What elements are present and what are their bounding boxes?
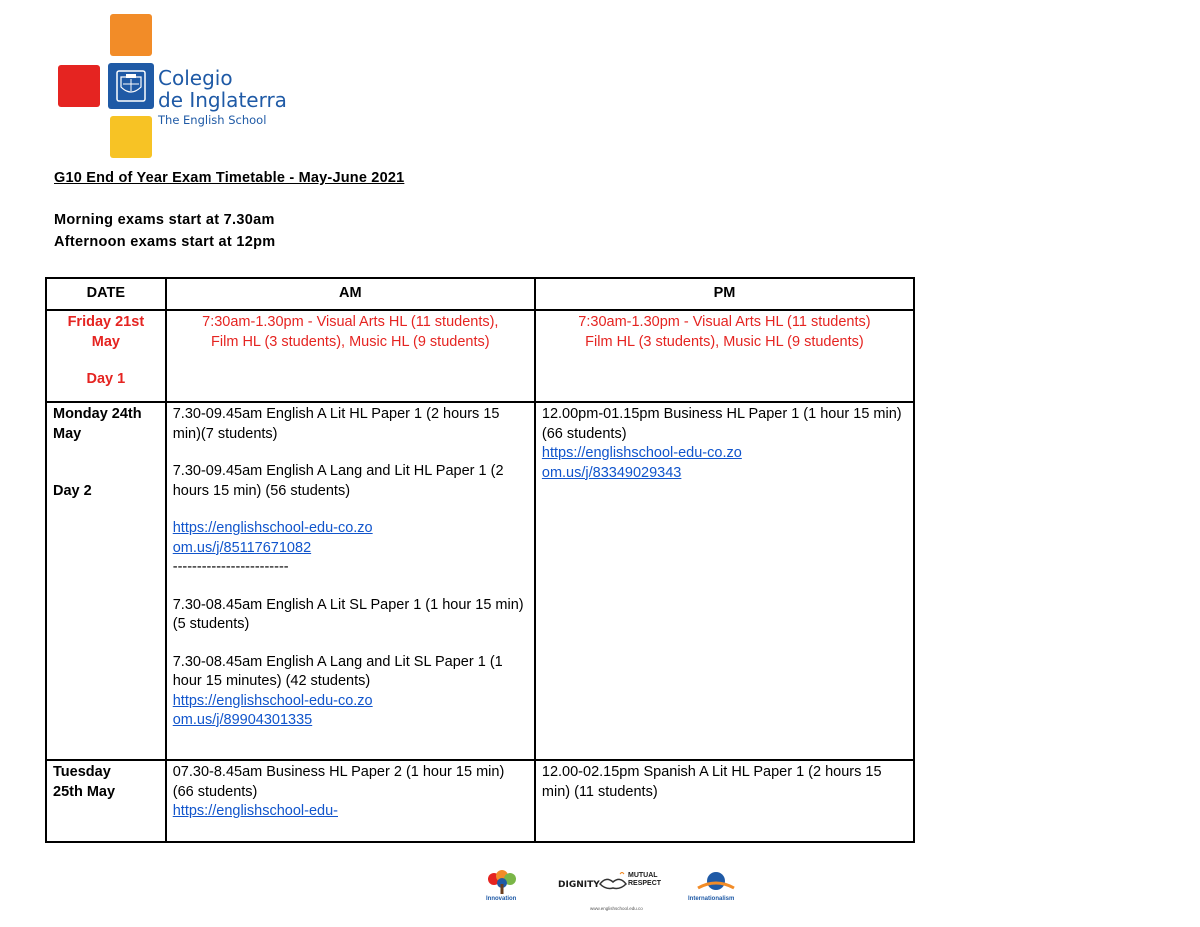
innovation-tree-icon: [484, 870, 520, 896]
handshake-icon: [598, 872, 628, 892]
exam-timetable: [45, 277, 915, 843]
date-cell: [46, 402, 166, 760]
logo-red-square: [58, 65, 100, 107]
table-row: [46, 402, 914, 760]
pm-cell: [535, 760, 914, 842]
pm-cell: [535, 310, 914, 402]
table-row: [46, 310, 914, 402]
am-cell: [166, 310, 535, 402]
logo-text-de-inglaterra: de Inglaterra: [158, 88, 287, 112]
morning-start-note: Morning exams start at 7.30am: [54, 212, 275, 228]
am-cell: [166, 760, 535, 842]
innovation-label: Innovation: [486, 896, 517, 902]
date-text: Tuesday: [53, 764, 111, 780]
table-header-row: [46, 278, 914, 310]
table-row: [46, 760, 914, 842]
exam-entry: 12.00-02.15pm Spanish A Lit HL Paper 1 (2 hours 15 min) (11 students): [541, 764, 882, 800]
exam-entry: 12.00pm-01.15pm Business HL Paper 1 (1 hour 15 min) (66 students): [541, 406, 902, 442]
logo-orange-square: [110, 14, 152, 56]
exam-entry: 7.30-08.45am English A Lang and Lit SL Paper 1 (1 hour 15 minutes) (42 students): [172, 653, 503, 689]
exam-entry: Film HL (3 students), Music HL (9 students): [585, 333, 864, 350]
logo-yellow-square: [110, 116, 152, 158]
date-text: 25th May: [53, 783, 116, 800]
header-am: AM: [166, 278, 535, 310]
logo-text-colegio: Colegio: [158, 66, 233, 90]
date-text: Friday 21st: [67, 314, 145, 330]
exam-entry: Film HL (3 students), Music HL (9 students): [211, 333, 490, 350]
separator-text: ------------------------: [172, 559, 289, 575]
exam-entry: 7.30-09.45am English A Lang and Lit HL Paper 1 (2 hours 15 min) (56 students): [172, 463, 504, 499]
internationalism-label: Internationalism: [688, 896, 735, 902]
exam-entry: 7.30-09.45am English A Lit HL Paper 1 (2 hours 15 min)(7 students): [172, 406, 500, 442]
zoom-link[interactable]: https://englishschool-edu-co.zoom.us/j/89904301335: [172, 692, 373, 728]
header-pm: PM: [535, 278, 914, 310]
zoom-link[interactable]: https://englishschool-edu-: [172, 803, 338, 819]
exam-entry: 7.30-08.45am English A Lit SL Paper 1 (1 hour 15 min)(5 students): [172, 596, 524, 632]
website-text: www.englishschool.edu.co: [590, 906, 643, 911]
afternoon-start-note: Afternoon exams start at 12pm: [54, 234, 276, 250]
date-text: Monday 24th: [53, 406, 142, 422]
school-logo: [58, 14, 318, 160]
pm-cell: [535, 402, 914, 760]
date-text: May: [53, 425, 82, 442]
date-cell: [46, 760, 166, 842]
am-cell: [166, 402, 535, 760]
header-date: DATE: [46, 278, 166, 310]
day-label: Day 1: [86, 371, 126, 387]
footer-values: [480, 866, 770, 918]
internationalism-icon: [692, 870, 740, 894]
logo-text-english-school: The English School: [158, 113, 267, 127]
zoom-link[interactable]: https://englishschool-edu-co.zoom.us/j/85117671082: [172, 520, 373, 556]
zoom-link[interactable]: https://englishschool-edu-co.zoom.us/j/83349029343: [541, 445, 742, 481]
date-cell: [46, 310, 166, 402]
day-label: Day 2: [53, 483, 92, 499]
exam-entry: 7:30am-1.30pm - Visual Arts HL (11 students): [578, 314, 871, 330]
exam-entry: 07.30-8.45am Business HL Paper 2 (1 hour 15 min) (66 students): [172, 764, 505, 800]
dignity-label: DIGNITY: [558, 880, 600, 890]
exam-entry: 7:30am-1.30pm - Visual Arts HL (11 students),: [202, 314, 499, 330]
school-crest-icon: [108, 63, 154, 109]
date-text: May: [91, 333, 120, 350]
page-title: G10 End of Year Exam Timetable - May-June 2021: [54, 170, 405, 186]
mutual-respect-label: MUTUAL RESPECT: [628, 872, 662, 887]
